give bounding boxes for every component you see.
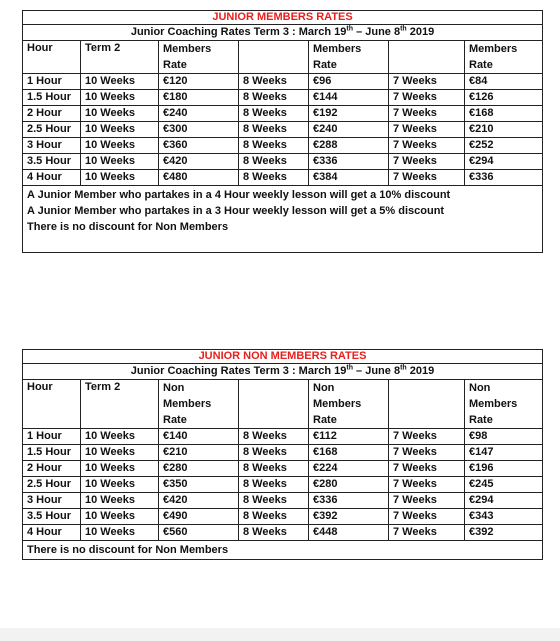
rate-8-weeks-cell: €96 [309,74,389,90]
members-rates-table [22,10,543,253]
header-rate-8-weeks: Non Members Rate [309,380,389,429]
rate-8-weeks-cell: €112 [309,429,389,445]
table-row [23,509,543,525]
rate-8-weeks-cell: €288 [309,138,389,154]
non-members-table-title: JUNIOR NON MEMBERS RATES [23,350,543,364]
hour-cell: 4 Hour [23,170,81,186]
weeks-10-cell: 10 Weeks [81,525,159,541]
weeks-8-cell: 8 Weeks [239,477,309,493]
weeks-7-cell: 7 Weeks [389,74,465,90]
table-row [23,477,543,493]
weeks-7-cell: 7 Weeks [389,509,465,525]
weeks-10-cell: 10 Weeks [81,509,159,525]
weeks-7-cell: 7 Weeks [389,429,465,445]
hour-cell: 2.5 Hour [23,477,81,493]
rate-10-weeks-cell: €280 [159,461,239,477]
weeks-10-cell: 10 Weeks [81,154,159,170]
weeks-8-cell: 8 Weeks [239,461,309,477]
header-blank [239,380,309,429]
rate-10-weeks-cell: €180 [159,90,239,106]
rate-7-weeks-cell: €336 [465,170,543,186]
weeks-7-cell: 7 Weeks [389,525,465,541]
weeks-7-cell: 7 Weeks [389,106,465,122]
table-row [23,74,543,90]
header-rate-10-weeks: Members Rate [159,41,239,74]
weeks-10-cell: 10 Weeks [81,138,159,154]
weeks-8-cell: 8 Weeks [239,122,309,138]
rate-10-weeks-cell: €300 [159,122,239,138]
rate-8-weeks-cell: €224 [309,461,389,477]
header-rate-7-weeks: Members Rate [465,41,543,74]
weeks-10-cell: 10 Weeks [81,493,159,509]
rate-10-weeks-cell: €490 [159,509,239,525]
weeks-7-cell: 7 Weeks [389,477,465,493]
rate-10-weeks-cell: €560 [159,525,239,541]
non-members-notes [23,541,543,560]
header-term: Term 2 [81,380,159,429]
header-rate-10-weeks: Non Members Rate [159,380,239,429]
table-row [23,493,543,509]
members-table-title: JUNIOR MEMBERS RATES [23,11,543,25]
rate-7-weeks-cell: €98 [465,429,543,445]
header-hour: Hour [23,41,81,74]
rate-7-weeks-cell: €210 [465,122,543,138]
weeks-7-cell: 7 Weeks [389,461,465,477]
rate-10-weeks-cell: €360 [159,138,239,154]
rate-7-weeks-cell: €294 [465,154,543,170]
weeks-10-cell: 10 Weeks [81,122,159,138]
rate-10-weeks-cell: €350 [159,477,239,493]
weeks-7-cell: 7 Weeks [389,445,465,461]
weeks-8-cell: 8 Weeks [239,493,309,509]
hour-cell: 2 Hour [23,461,81,477]
rate-8-weeks-cell: €448 [309,525,389,541]
rate-8-weeks-cell: €384 [309,170,389,186]
note-line: A Junior Member who partakes in a 4 Hour weekly lesson will get a 10% discount [27,189,451,201]
header-blank [389,41,465,74]
weeks-7-cell: 7 Weeks [389,493,465,509]
hour-cell: 4 Hour [23,525,81,541]
weeks-7-cell: 7 Weeks [389,90,465,106]
table-row [23,445,543,461]
note-spacer [27,235,538,251]
hour-cell: 1 Hour [23,74,81,90]
table-row [23,429,543,445]
note-line: There is no discount for Non Members [27,544,229,556]
weeks-10-cell: 10 Weeks [81,429,159,445]
rate-7-weeks-cell: €147 [465,445,543,461]
hour-cell: 2 Hour [23,106,81,122]
rate-8-weeks-cell: €168 [309,445,389,461]
weeks-8-cell: 8 Weeks [239,445,309,461]
rate-8-weeks-cell: €240 [309,122,389,138]
header-blank [389,380,465,429]
rate-7-weeks-cell: €392 [465,525,543,541]
rate-10-weeks-cell: €140 [159,429,239,445]
table-row [23,122,543,138]
table-row [23,170,543,186]
hour-cell: 3 Hour [23,138,81,154]
rate-8-weeks-cell: €336 [309,493,389,509]
header-blank [239,41,309,74]
non-members-table-subtitle: Junior Coaching Rates Term 3 : March 19th – June 8th 2019 [23,364,543,380]
table-row [23,525,543,541]
header-rate-8-weeks: Members Rate [309,41,389,74]
weeks-8-cell: 8 Weeks [239,106,309,122]
rate-7-weeks-cell: €196 [465,461,543,477]
weeks-8-cell: 8 Weeks [239,74,309,90]
rate-10-weeks-cell: €480 [159,170,239,186]
weeks-8-cell: 8 Weeks [239,170,309,186]
header-term: Term 2 [81,41,159,74]
rate-8-weeks-cell: €392 [309,509,389,525]
hour-cell: 1.5 Hour [23,445,81,461]
header-hour: Hour [23,380,81,429]
hour-cell: 1 Hour [23,429,81,445]
weeks-10-cell: 10 Weeks [81,445,159,461]
hour-cell: 3.5 Hour [23,509,81,525]
weeks-8-cell: 8 Weeks [239,138,309,154]
rate-10-weeks-cell: €420 [159,493,239,509]
rate-7-weeks-cell: €252 [465,138,543,154]
rate-7-weeks-cell: €343 [465,509,543,525]
weeks-7-cell: 7 Weeks [389,170,465,186]
rate-7-weeks-cell: €84 [465,74,543,90]
weeks-10-cell: 10 Weeks [81,170,159,186]
weeks-7-cell: 7 Weeks [389,154,465,170]
rate-10-weeks-cell: €240 [159,106,239,122]
rate-7-weeks-cell: €126 [465,90,543,106]
note-line: There is no discount for Non Members [27,221,229,233]
weeks-8-cell: 8 Weeks [239,525,309,541]
bottom-bar [0,628,560,641]
weeks-10-cell: 10 Weeks [81,477,159,493]
weeks-8-cell: 8 Weeks [239,90,309,106]
weeks-10-cell: 10 Weeks [81,461,159,477]
members-table-subtitle: Junior Coaching Rates Term 3 : March 19th – June 8th 2019 [23,25,543,41]
table-row [23,461,543,477]
hour-cell: 2.5 Hour [23,122,81,138]
rate-8-weeks-cell: €192 [309,106,389,122]
rate-10-weeks-cell: €210 [159,445,239,461]
rate-7-weeks-cell: €168 [465,106,543,122]
table-row [23,154,543,170]
weeks-7-cell: 7 Weeks [389,122,465,138]
table-row [23,138,543,154]
header-rate-7-weeks: Non Members Rate [465,380,543,429]
hour-cell: 3 Hour [23,493,81,509]
weeks-10-cell: 10 Weeks [81,90,159,106]
rate-10-weeks-cell: €120 [159,74,239,90]
hour-cell: 3.5 Hour [23,154,81,170]
members-header-row [23,41,543,74]
rate-7-weeks-cell: €245 [465,477,543,493]
weeks-10-cell: 10 Weeks [81,106,159,122]
non-members-header-row [23,380,543,429]
weeks-8-cell: 8 Weeks [239,429,309,445]
rate-8-weeks-cell: €144 [309,90,389,106]
table-row [23,106,543,122]
rate-10-weeks-cell: €420 [159,154,239,170]
rate-8-weeks-cell: €280 [309,477,389,493]
weeks-7-cell: 7 Weeks [389,138,465,154]
table-row [23,90,543,106]
rate-7-weeks-cell: €294 [465,493,543,509]
weeks-10-cell: 10 Weeks [81,74,159,90]
weeks-8-cell: 8 Weeks [239,154,309,170]
non-members-rates-table [22,349,543,560]
rate-8-weeks-cell: €336 [309,154,389,170]
members-notes [23,186,543,253]
hour-cell: 1.5 Hour [23,90,81,106]
weeks-8-cell: 8 Weeks [239,509,309,525]
note-line: A Junior Member who partakes in a 3 Hour weekly lesson will get a 5% discount [27,205,445,217]
